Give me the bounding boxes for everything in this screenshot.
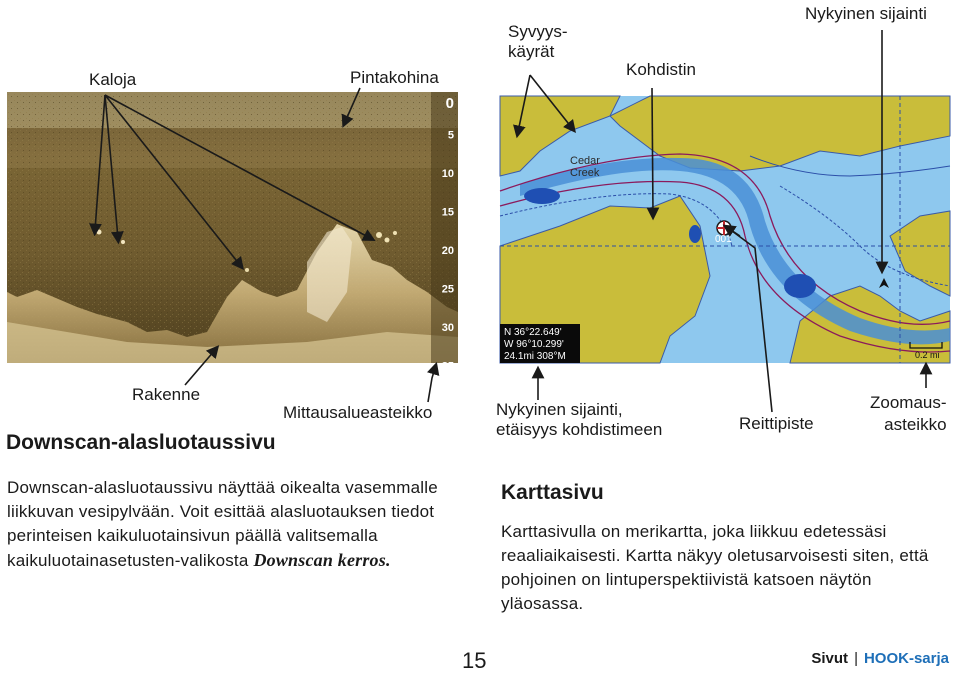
chart-page-heading: Karttasivu — [501, 481, 604, 504]
fish-mark — [121, 240, 125, 244]
fish-mark — [376, 232, 382, 238]
downscan-heading: Downscan-alasluotaussivu — [6, 431, 276, 454]
depth-scale-label: 0 — [445, 95, 454, 112]
callout-zoom-scale: Zoomaus- asteikko — [870, 393, 947, 434]
downscan-paragraph-text: Downscan-alasluotaussivu näyttää oikealta vasemmalle liikkuvan vesipylvään. Voit esittää alasluotauksen tiedot perinteisen kaikuluotainsivun päällä valitsemalla kaikuluotainasetusten-valikosta — [7, 478, 438, 570]
depth-scale-label: 25 — [441, 283, 454, 296]
callout-structure: Rakenne — [132, 385, 201, 404]
depth-scale-label: 15 — [441, 206, 454, 219]
callout-current-position: Nykyinen sijainti — [805, 4, 927, 23]
svg-text:0.2 mi: 0.2 mi — [915, 350, 940, 360]
depth-scale-label: 5 — [447, 129, 454, 142]
callout-fish: Kaloja — [89, 70, 137, 89]
downscan-sonar-image — [7, 92, 458, 373]
svg-text:N 36°22.649': N 36°22.649' — [504, 327, 562, 338]
place-name-label: Cedar Creek — [570, 155, 600, 179]
fish-mark — [245, 268, 249, 272]
waypoint-label: 001 — [715, 234, 732, 245]
svg-text:W 96°10.299': W 96°10.299' — [504, 339, 564, 350]
callout-current-position-distance: Nykyinen sijainti, etäisyys kohdistimeen — [496, 400, 663, 439]
footer — [811, 650, 949, 667]
fish-mark — [393, 231, 397, 235]
depth-scale-label: 20 — [441, 245, 454, 257]
depth-scale-label: 35 — [441, 360, 454, 373]
svg-text:24.1mi 308°M: 24.1mi 308°M — [504, 351, 566, 362]
position-info-box — [500, 324, 580, 363]
callout-range-scale: Mittausalueasteikko — [283, 403, 433, 422]
callout-cursor: Kohdistin — [626, 60, 696, 79]
footer-section: Sivut — [811, 650, 849, 667]
page-number: 15 — [462, 648, 487, 673]
downscan-paragraph — [7, 476, 459, 573]
fish-mark — [385, 238, 390, 243]
fish-mark — [97, 230, 102, 235]
downscan-menu-option: Downscan kerros. — [253, 550, 391, 570]
callout-depth-contours: Syvyys- käyrät — [508, 22, 568, 61]
footer-separator: | — [854, 650, 858, 667]
callout-surface-clutter: Pintakohina — [350, 68, 439, 87]
depth-scale-label: 30 — [441, 322, 454, 334]
callout-waypoint: Reittipiste — [739, 414, 814, 433]
footer-brand: HOOK-sarja — [863, 650, 949, 667]
depth-scale-label: 10 — [441, 168, 454, 180]
chart-map-image — [500, 96, 950, 363]
chart-page-paragraph: Karttasivulla on merikartta, joka liikkuu edetessäsi reaaliaikaisesti. Kartta näkyy oletusarvoisesti siten, että pohjoinen on lintuperspektiivistä katsoen näytön yläosassa. — [501, 522, 929, 613]
